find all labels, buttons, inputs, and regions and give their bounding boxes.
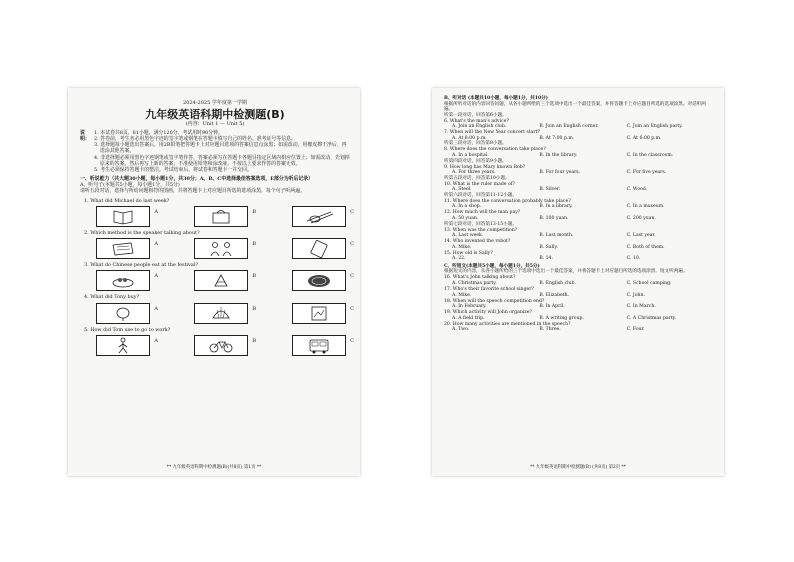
- part-heading: C、听短文(本题共5小题，每小题1分，共5分): [444, 263, 540, 269]
- instruction-text: 听第七段对话，回答第13-15小题。: [444, 221, 517, 227]
- question-text: 17. Who's their favorite school singer?: [444, 287, 534, 293]
- answer-option-b: B. In April.: [539, 304, 565, 310]
- question-text: 19. Which activity will John organize?: [444, 310, 532, 316]
- page-footer: ** 九年级英语科期中检测题(B) (共8页) 第2页 **: [530, 465, 626, 470]
- picture-options-4: [96, 303, 354, 324]
- question-text: 9. How long has Mary known Bob?: [444, 164, 526, 170]
- answer-option-b: B. Elizabeth.: [539, 292, 569, 298]
- instruction-text: 根据短文的内容，从各小题所给的三个选项中选出一个最佳答案，并将答题卡上对应题目所选的选项涂黑。短文听两遍。: [444, 269, 688, 275]
- instruction-text: 听第五段对话，回答第10小题。: [444, 175, 510, 181]
- picture-option-b: [194, 335, 256, 356]
- answer-option-c: C. In a museum.: [626, 204, 665, 210]
- answer-options: [444, 216, 714, 222]
- answer-option-c: C. Both of them.: [626, 244, 665, 250]
- instruction-text: 听第四段对话，回答第9小题。: [444, 158, 507, 164]
- instruction-item: 2. 答卷前，考生务必用黑色字迹的签字笔或钢笔在答题卡填写自己的姓名、准考证号等信息。: [94, 135, 296, 142]
- answer-option-c: C. A Christmas party.: [626, 315, 677, 321]
- question-text: 16. What's John talking about?: [444, 275, 516, 281]
- instructions-block: [80, 130, 350, 174]
- answer-option-c: C. John.: [626, 292, 645, 298]
- picture-option-a: [96, 238, 158, 259]
- answer-options: [444, 187, 714, 193]
- option-letter: C: [350, 208, 354, 215]
- picture-option-a: [96, 206, 158, 227]
- answer-option-a: A. Steel.: [452, 187, 472, 193]
- picture-option-a: [96, 303, 158, 324]
- answer-option-b: B. Sally.: [539, 244, 558, 250]
- answer-option-a: A. In a shop.: [452, 204, 482, 210]
- school-year-line: 2024-2025 学年度第一学期: [183, 100, 247, 106]
- answer-option-a: A. Join an English club.: [452, 124, 507, 130]
- lantern-icon: [97, 304, 149, 323]
- question-text: 11. Where does the conversation probably take place?: [444, 198, 571, 204]
- answer-option-a: A. In February.: [452, 304, 487, 310]
- mooncake-icon: [293, 271, 345, 290]
- zongzi-icon: [195, 271, 247, 290]
- option-letter: C: [350, 241, 354, 248]
- instruction-text: 听第一段对话，回答第6小题。: [444, 112, 507, 118]
- answer-option-a: A. Mike.: [452, 292, 472, 298]
- part-a-instructions: 请听五段对话，选择与所给问题相符的图画，并将答题卡上对应题目所选的选项涂黑。每个句子听两遍。: [80, 188, 305, 195]
- picture-question-3: 3. What do Chinese people eat at the festival?: [84, 262, 198, 269]
- instruction-item: 1. 本试卷共8页，81小题，满分120分，考试用时90分钟。: [94, 129, 223, 136]
- answer-option-b: B. 14.: [539, 256, 553, 262]
- option-letter: A: [154, 338, 158, 345]
- answer-option-c: C. 10.: [626, 256, 641, 262]
- answer-option-c: C. For five years.: [626, 170, 667, 176]
- food-plate-icon: [97, 271, 149, 290]
- answer-option-b: B. A writing group.: [539, 315, 584, 321]
- answer-options: [444, 316, 714, 322]
- answer-option-b: B. English club.: [539, 281, 576, 286]
- answer-options: [444, 256, 714, 262]
- question-list: [444, 113, 714, 333]
- picture-option-c: [292, 238, 354, 259]
- exam-page-2: [432, 88, 724, 476]
- answer-option-a: A. In a hospital.: [452, 152, 489, 158]
- question-text: 8. Where does the conversation take place?: [444, 147, 546, 153]
- instruction-item: 5. 考生必须保持答题卡的整洁。考试结束后，将试卷和答题卡一并交回。: [94, 167, 252, 174]
- answer-option-a: A. At 8:00 p.m.: [452, 135, 487, 141]
- page-footer: ** 九年级英语科期中检测题(B)(共8页) 第1页 **: [166, 465, 262, 470]
- answer-option-b: B. Silver.: [539, 187, 561, 193]
- part-b-heading: B、听对话 (本题共10小题，每小题1分，共10分): [444, 96, 548, 101]
- answer-options: [444, 124, 714, 130]
- answer-options: [444, 233, 714, 239]
- instruction-item: 3. 选择题每小题选出答案后，用2B铅笔把答题卡上对应题目选项的答案信息点涂黑；如需改动，用橡皮擦干净后，再选涂其他答案。: [94, 142, 347, 155]
- answer-options: [444, 293, 714, 299]
- option-letter: B: [252, 208, 256, 215]
- exam-title: 九年级英语科期中检测题(B): [145, 108, 285, 122]
- violin-icon: [293, 207, 345, 226]
- option-letter: A: [154, 305, 158, 312]
- answer-option-a: A. Christmas party.: [452, 281, 497, 286]
- question-text: 20. How many activities are mentioned in the speech?: [444, 321, 571, 327]
- question-text: 10. What is the ruler made of?: [444, 181, 515, 187]
- answer-option-c: C. Wood.: [626, 187, 648, 193]
- answer-option-a: A. Two.: [452, 327, 470, 333]
- picture-option-a: [96, 270, 158, 291]
- picture-question-1: 1. What did Michael do last week?: [84, 197, 170, 204]
- picture-option-c: [292, 335, 354, 356]
- picture-option-b: [194, 238, 256, 259]
- picture-question-5: 5. How did Tom use to go to work?: [84, 326, 171, 333]
- answer-options: [444, 327, 714, 333]
- picture-question-4: 4. What did Tony buy?: [84, 294, 140, 301]
- answer-option-b: B. In a library.: [539, 204, 573, 210]
- answer-options: [444, 153, 714, 159]
- picture-options-1: [96, 206, 354, 227]
- answer-option-b: B. 100 yuan.: [539, 215, 569, 221]
- notebook-icon: [97, 239, 149, 258]
- question-text: 15. How old is Sally?: [444, 250, 493, 256]
- shell-icon: [195, 304, 247, 323]
- option-letter: A: [154, 273, 158, 280]
- picture-question-2: 2. Which method is the speaker talking about?: [84, 229, 200, 236]
- section-1-heading: 一、听说能力（共大题30小题，每小题1分，共30分；A、B、C中选择最佳答案选项，E部分为听后记录）: [80, 175, 314, 182]
- answer-option-c: C. Four.: [626, 327, 645, 333]
- picture-options-2: [96, 238, 354, 259]
- answer-option-b: B. For four years.: [539, 170, 581, 176]
- answer-option-c: C. Last year.: [626, 233, 656, 239]
- question-text: 13. When was the competition?: [444, 227, 518, 233]
- question-text: 18. When will the speech competition end?: [444, 298, 545, 304]
- framed-picture-icon: [293, 304, 345, 323]
- exam-page-1: [68, 88, 360, 476]
- answer-option-c: C. At 6:00 p.m.: [626, 135, 662, 141]
- option-letter: A: [154, 208, 158, 215]
- picture-option-c: [292, 206, 354, 227]
- option-letter: B: [252, 241, 256, 248]
- bicycle-icon: [195, 336, 247, 355]
- answer-option-b: B. Join an English corner.: [539, 124, 599, 130]
- answer-option-b: B. At 7:00 p.m.: [539, 135, 575, 141]
- answer-options: [444, 245, 714, 251]
- picture-option-b: [194, 270, 256, 291]
- answer-option-a: A. 50 yuan.: [452, 215, 479, 221]
- question-text: 6. What's the man's advice?: [444, 118, 509, 124]
- answer-option-a: A. Mike.: [452, 244, 472, 250]
- option-letter: A: [154, 241, 158, 248]
- answer-option-c: C. 200 yuan.: [626, 215, 656, 221]
- option-letter: C: [350, 338, 354, 345]
- answer-option-a: A. For three years.: [452, 170, 496, 176]
- part-b-instructions: 根据所听对话的内容回答问题，从各小题所给的三个选项中选出一个最佳答案，并将答题卡上对应题目所选的选项涂黑。对话听两遍。: [444, 101, 706, 113]
- people-talking-icon: [195, 239, 247, 258]
- instruction-item: 4. 非选择题必须用黑色字迹钢笔或签字笔作答，答案必须写在答题卡各题目指定区域内相应位置上；如需改动，先划掉原来的答案，然后再写上新的答案；不准使用铅笔和涂改液。不按以上要求作答的答案无效。: [94, 154, 350, 168]
- answer-option-a: A. 22.: [452, 256, 466, 262]
- answer-option-c: C. Join an English party.: [626, 124, 683, 130]
- answer-option-a: A. A field trip.: [452, 315, 485, 321]
- instructions-heading: 说明：: [80, 129, 90, 142]
- answer-options: [444, 304, 714, 310]
- picture-options-5: [96, 335, 354, 356]
- question-text: 7. When will the New Year concert start?: [444, 130, 540, 136]
- answer-option-a: A. Last week.: [452, 233, 484, 239]
- picture-option-a: [96, 335, 158, 356]
- option-letter: B: [252, 305, 256, 312]
- question-text: 12. How much will the man pay?: [444, 210, 521, 216]
- answer-option-c: C. In March.: [626, 304, 656, 310]
- book-icon: [97, 207, 149, 226]
- instruction-text: 听第六段对话，回答第11-12小题。: [444, 192, 517, 198]
- option-letter: B: [252, 273, 256, 280]
- answer-option-b: B. Three.: [539, 327, 561, 333]
- picture-option-b: [194, 206, 256, 227]
- instruction-text: 听第三段对话，回答第8小题。: [444, 141, 507, 147]
- tablet-icon: [293, 239, 345, 258]
- answer-option-c: C. In the classroom.: [626, 152, 674, 158]
- exam-scope: (内容：Unit 1 — Unit 5): [185, 121, 245, 128]
- bus-icon: [293, 336, 345, 355]
- walking-icon: [97, 336, 149, 355]
- option-letter: B: [252, 338, 256, 345]
- picture-options-3: [96, 270, 354, 291]
- option-letter: C: [350, 305, 354, 312]
- picture-option-c: [292, 303, 354, 324]
- question-text: 14. Who invented the robot?: [444, 239, 511, 245]
- answer-option-b: B. Last month.: [539, 233, 574, 239]
- answer-options: [444, 281, 714, 287]
- bag-icon: [195, 207, 247, 226]
- part-a-heading: A、听句子(本题共5小题，每小题1分，共5分): [80, 181, 180, 188]
- answer-option-c: C. School camping.: [626, 281, 672, 286]
- picture-option-c: [292, 270, 354, 291]
- answer-option-b: B. In the library.: [539, 152, 578, 158]
- answer-options: [444, 170, 714, 176]
- option-letter: C: [350, 273, 354, 280]
- picture-option-b: [194, 303, 256, 324]
